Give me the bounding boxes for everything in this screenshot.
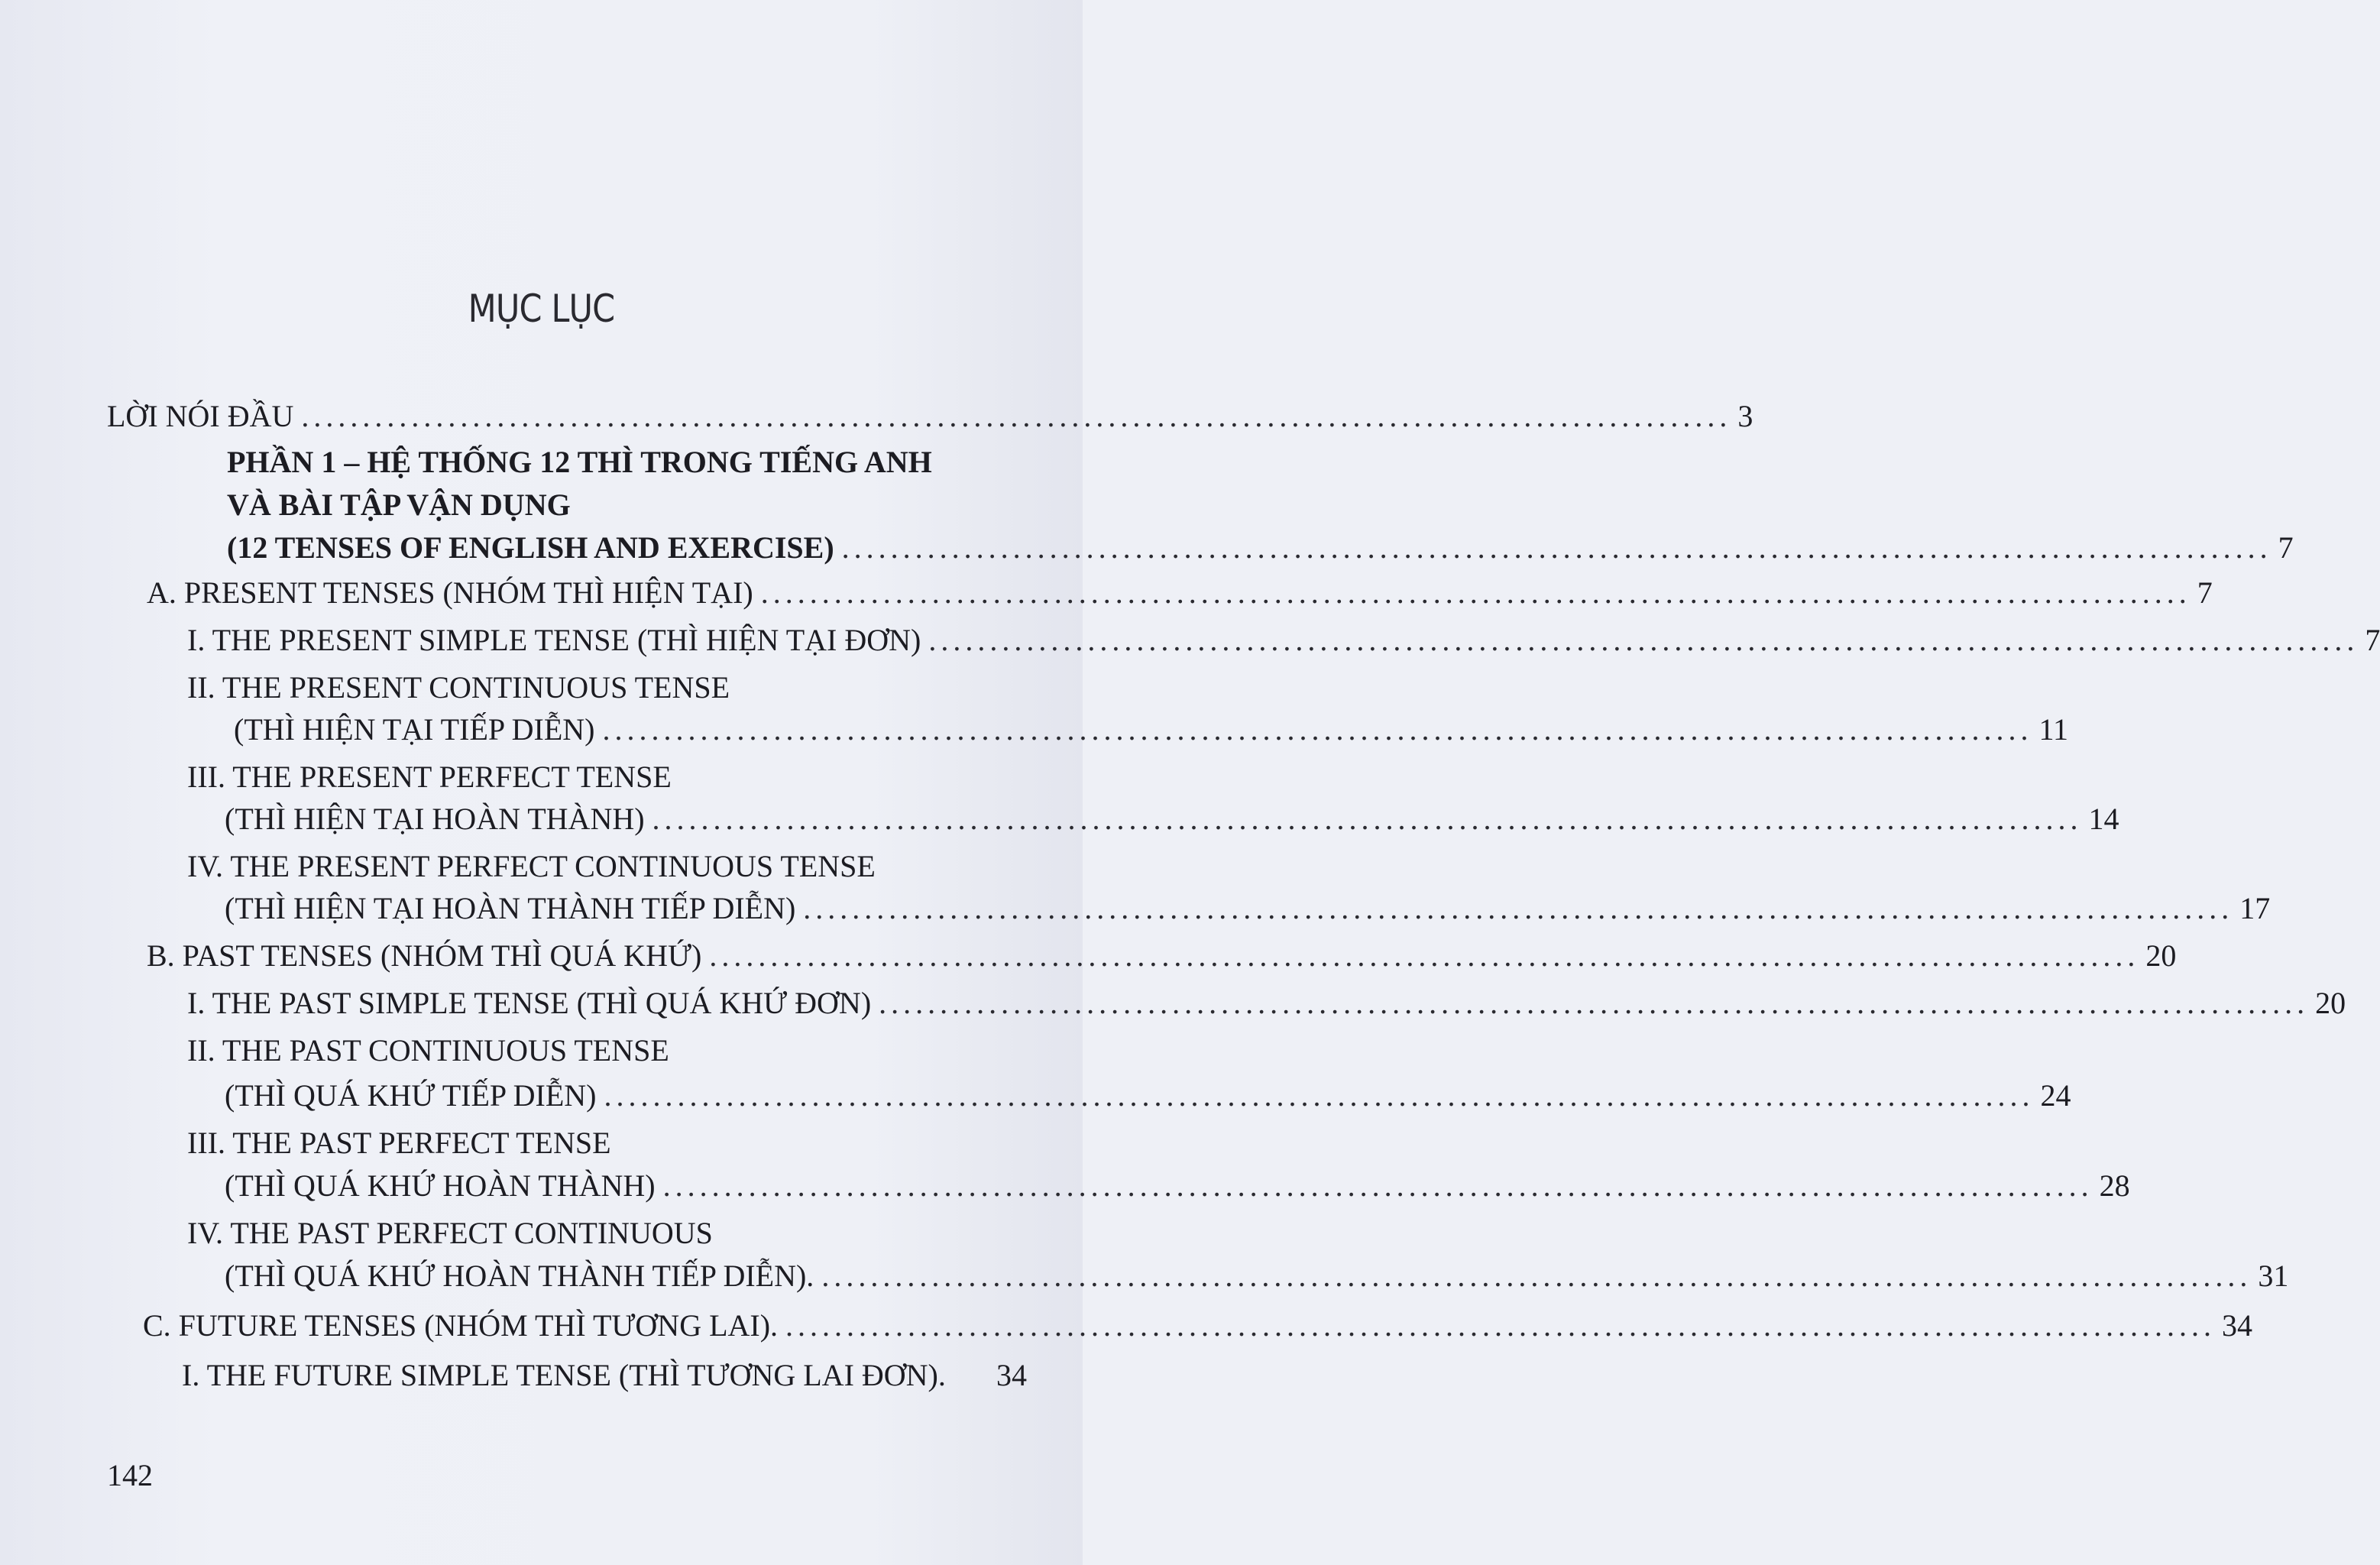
dot-leader: ..................................................................................................................... bbox=[604, 1078, 2035, 1113]
toc-entry-heading: II. THE PRESENT CONTINUOUS TENSE bbox=[187, 670, 730, 705]
toc-entry-title: (THÌ QUÁ KHỨ TIẾP DIỄN) bbox=[225, 1078, 597, 1113]
dot-leader: ..................................................................................................................... bbox=[803, 891, 2234, 925]
dot-leader: ..................................................................................................................... bbox=[602, 712, 2033, 747]
toc-entry-title: (12 TENSES OF ENGLISH AND EXERCISE) bbox=[227, 530, 834, 565]
dot-leader: ..................................................................................................................... bbox=[879, 986, 2310, 1020]
toc-entry-present-continuous[interactable] bbox=[234, 708, 2068, 751]
toc-entry-page: 11 bbox=[2038, 712, 2068, 747]
toc-part-heading-line1: PHẦN 1 – HỆ THỐNG 12 THÌ TRONG TIẾNG ANH bbox=[227, 445, 932, 479]
dot-leader: ..................................................................................................................... bbox=[760, 575, 2191, 610]
toc-part-heading-line2: VÀ BÀI TẬP VẬN DỤNG bbox=[227, 488, 571, 522]
dot-leader: ..................................................................................................................... bbox=[662, 1168, 2093, 1203]
toc-entry-present-perfect-continuous[interactable] bbox=[225, 887, 2271, 930]
toc-entry-heading: III. THE PAST PERFECT TENSE bbox=[187, 1126, 611, 1160]
toc-entry-title: I. THE PRESENT SIMPLE TENSE (THÌ HIỆN TẠI ĐƠN) bbox=[187, 623, 921, 657]
toc-entry-past-perfect-continuous[interactable] bbox=[225, 1255, 2289, 1298]
toc-entry-title: I. THE PAST SIMPLE TENSE (THÌ QUÁ KHỨ ĐƠN) bbox=[187, 986, 872, 1020]
dot-leader: ..................................................................................................................... bbox=[301, 399, 1732, 433]
toc-entry-section-c[interactable] bbox=[143, 1304, 2253, 1347]
toc-entry-page: 17 bbox=[2239, 891, 2271, 925]
toc-entry-page: 20 bbox=[2145, 938, 2177, 973]
toc-entry-page: 20 bbox=[2315, 986, 2346, 1020]
toc-entry-page: 7 bbox=[2365, 623, 2380, 657]
toc-entry-heading: IV. THE PRESENT PERFECT CONTINUOUS TENSE bbox=[187, 849, 876, 883]
toc-entry-title: (THÌ HIỆN TẠI TIẾP DIỄN) bbox=[234, 712, 595, 747]
toc-entry-page: 7 bbox=[2197, 575, 2213, 610]
toc-entry-page: 31 bbox=[2258, 1259, 2289, 1293]
toc-entry-section-a[interactable] bbox=[147, 572, 2213, 614]
toc-entry-page: 28 bbox=[2099, 1168, 2130, 1203]
toc-entry-section-b[interactable] bbox=[147, 935, 2177, 977]
toc-entry-page: 34 bbox=[996, 1358, 1027, 1392]
toc-entry-part1[interactable] bbox=[227, 527, 2294, 569]
page-title: MỤC LỤC bbox=[468, 287, 615, 331]
toc-entry-title: B. PAST TENSES (NHÓM THÌ QUÁ KHỨ) bbox=[147, 938, 702, 973]
dot-leader: ..................................................................................................................... bbox=[652, 802, 2083, 836]
toc-entry-page: 7 bbox=[2278, 530, 2294, 565]
toc-entry-title: LỜI NÓI ĐẦU bbox=[107, 399, 294, 433]
toc-entry-title: (THÌ HIỆN TẠI HOÀN THÀNH) bbox=[225, 802, 645, 836]
toc-entry-present-perfect[interactable] bbox=[225, 798, 2119, 841]
toc-entry-heading: III. THE PRESENT PERFECT TENSE bbox=[187, 760, 672, 794]
toc-entry-page: 34 bbox=[2222, 1308, 2253, 1343]
dot-leader: ..................................................................................................................... bbox=[928, 623, 2359, 657]
toc-entry-page: 14 bbox=[2088, 802, 2119, 836]
toc-entry-future-simple[interactable] bbox=[182, 1354, 1027, 1397]
toc-entry-page: 3 bbox=[1737, 399, 1753, 433]
toc-entry-past-continuous[interactable] bbox=[225, 1074, 2071, 1117]
toc-entry-page: 24 bbox=[2040, 1078, 2071, 1113]
toc-entry-past-perfect[interactable] bbox=[225, 1165, 2130, 1207]
toc-entry-title: (THÌ HIỆN TẠI HOÀN THÀNH TIẾP DIỄN) bbox=[225, 891, 796, 925]
toc-entry-heading: IV. THE PAST PERFECT CONTINUOUS bbox=[187, 1216, 713, 1250]
toc-entry-title: (THÌ QUÁ KHỨ HOÀN THÀNH TIẾP DIỄN). bbox=[225, 1259, 814, 1293]
dot-leader: ..................................................................................................................... bbox=[841, 530, 2272, 565]
toc-entry-title: I. THE FUTURE SIMPLE TENSE (THÌ TƯƠNG LAI ĐƠN). bbox=[182, 1358, 946, 1392]
toc-entry-heading: II. THE PAST CONTINUOUS TENSE bbox=[187, 1033, 669, 1068]
toc-entry-past-simple[interactable] bbox=[187, 982, 2346, 1025]
toc-entry-title: (THÌ QUÁ KHỨ HOÀN THÀNH) bbox=[225, 1168, 656, 1203]
toc-entry-title: A. PRESENT TENSES (NHÓM THÌ HIỆN TẠI) bbox=[147, 575, 753, 610]
dot-leader: ..................................................................................................................... bbox=[709, 938, 2140, 973]
toc-entry-preface[interactable] bbox=[107, 395, 1753, 438]
page-number: 142 bbox=[107, 1458, 153, 1492]
toc-entry-present-simple[interactable] bbox=[187, 619, 2380, 662]
dot-leader: ..................................................................................................................... bbox=[821, 1259, 2252, 1293]
toc-entry-title: C. FUTURE TENSES (NHÓM THÌ TƯƠNG LAI). bbox=[143, 1308, 779, 1343]
dot-leader: ..................................................................................................................... bbox=[785, 1308, 2216, 1343]
